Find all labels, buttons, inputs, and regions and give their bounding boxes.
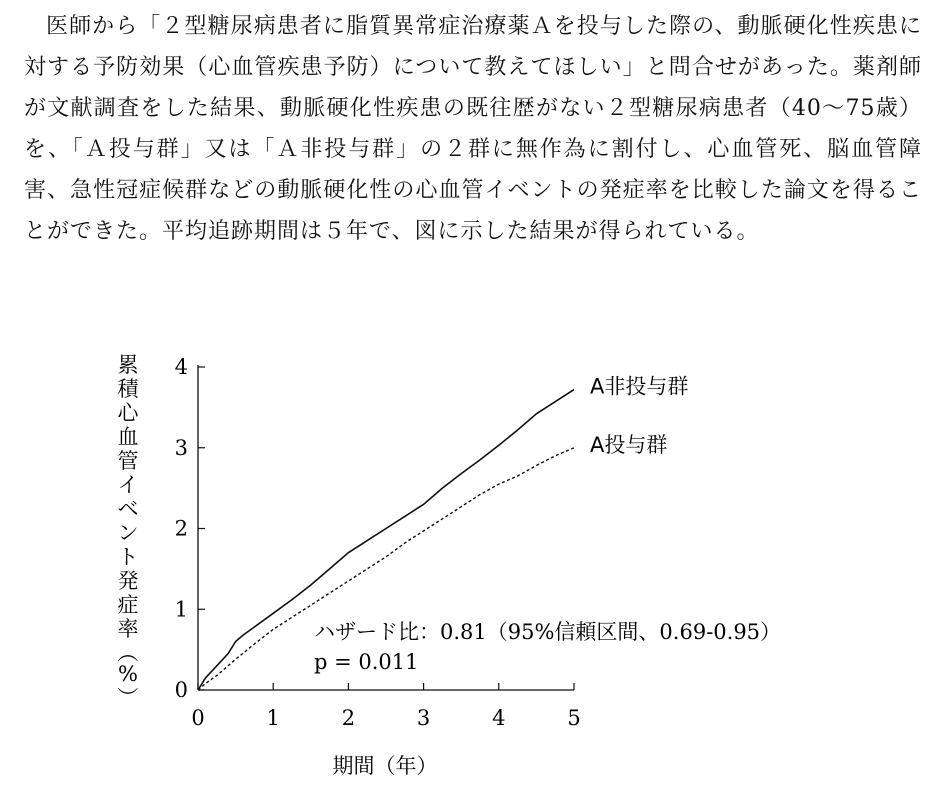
series-label-non-treated: A非投与群 [590, 374, 689, 399]
series-line-non-treated [198, 390, 574, 690]
y-axis-label-char: ） [115, 686, 139, 708]
y-axis-label-char: 累 [117, 353, 139, 377]
x-tick-label: 4 [492, 706, 506, 730]
y-axis-label-char: 率 [117, 617, 139, 641]
y-axis-label-char: イ [117, 473, 139, 497]
question-paragraph: 医師から「２型糖尿病患者に脂質異常症治療薬Ａを投与した際の、動脈硬化性疾患に対する予防効果（心血管疾患予防）について教えてほしい」と問合せがあった。薬剤師が文献調査をした結果、動脈硬化性疾患の既往歴がない２型糖尿病患者（40〜75歳）を、「Ａ投与群」又は「Ａ非投与群」の２群に無作為に割付し、心血管死、脳血管障害、急性冠症候群などの動脈硬化性の心血管イベントの発症率を比較した論文を得ることができた。平均追跡期間は５年で、図に示した結果が得られている。 [24, 14, 922, 244]
x-tick-label: 3 [416, 706, 431, 730]
p-value-annotation: p = 0.011 [314, 650, 419, 674]
y-tick-label: 0 [174, 678, 188, 702]
y-axis-label-char: 心 [117, 401, 139, 425]
y-axis-label-char: 管 [117, 449, 139, 473]
x-tick-label: 2 [341, 706, 356, 730]
y-axis-label-char: % [118, 662, 138, 686]
chart-labels [115, 353, 781, 778]
y-axis-label-char: 積 [117, 377, 139, 401]
series-label-treated: A投与群 [590, 432, 668, 457]
y-axis-label-char: ト [117, 545, 139, 569]
chart-series [198, 390, 574, 690]
y-tick-label: 4 [174, 355, 188, 379]
y-axis-label-char: 症 [117, 593, 139, 617]
y-axis-label-char: ベ [117, 497, 139, 521]
x-tick-label: 0 [191, 706, 205, 730]
y-tick-label: 1 [174, 597, 188, 622]
y-tick-label: 2 [174, 516, 188, 541]
x-axis-label: 期間（年） [332, 754, 438, 778]
hazard-ratio-annotation: ハザード比：0.81（95%信頼区間、0.69-0.95） [314, 620, 782, 644]
y-axis-label-char: ン [117, 521, 139, 545]
x-tick-label: 5 [567, 706, 581, 730]
y-axis-label-char: 発 [117, 569, 139, 593]
y-axis-label-char: （ [115, 641, 139, 663]
y-axis-label-char: 血 [117, 425, 139, 449]
x-tick-label: 1 [266, 706, 280, 730]
y-tick-label: 3 [174, 435, 188, 460]
